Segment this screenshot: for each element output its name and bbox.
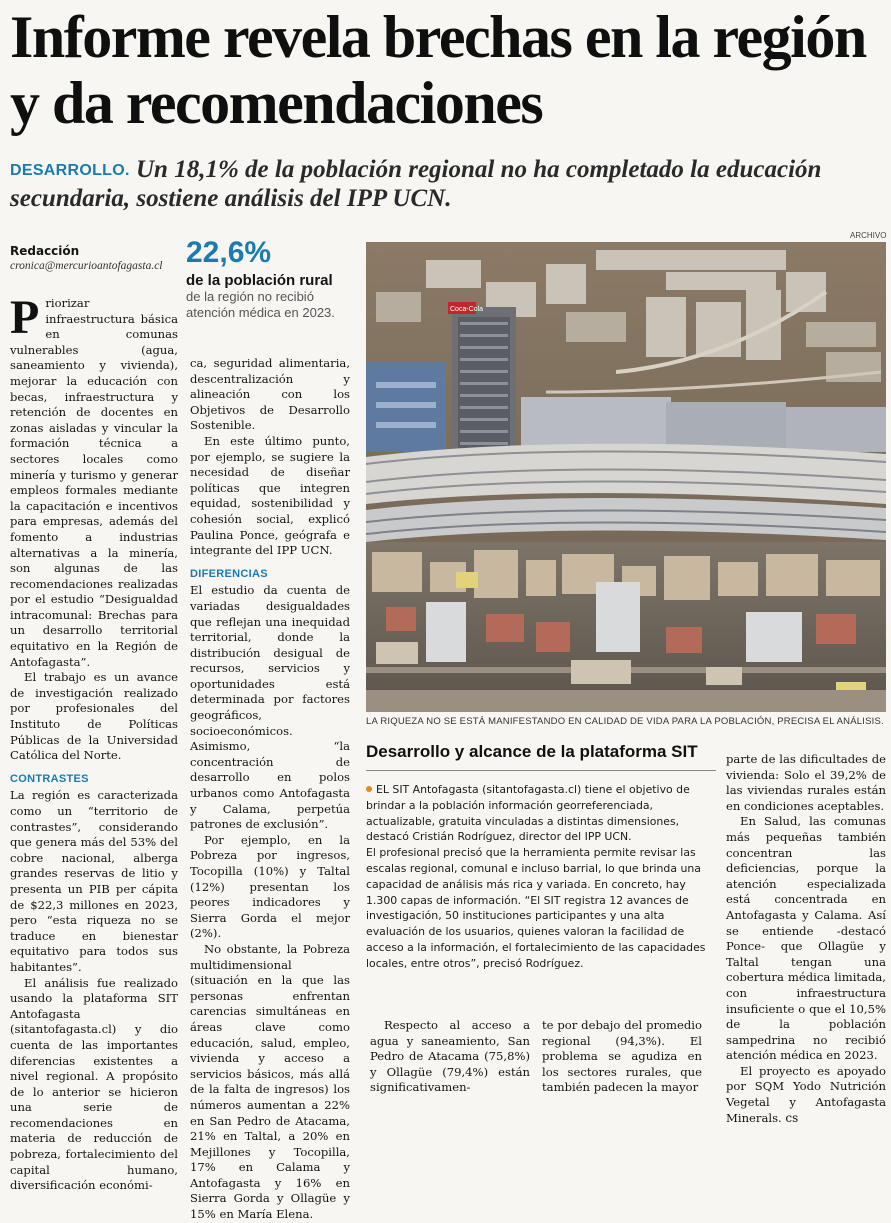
paragraph: Por ejemplo, en la Pobreza por ingresos, Tocopilla (10%) y Taltal (12%) presentan los peores indicadores y Sierra Gorda el mejor (2%).	[190, 832, 350, 941]
callout-value: 22,6%	[186, 236, 272, 269]
paragraph: ca, seguridad alimentaria, descentralización y alineación con los Objetivos de Desarrollo Sostenible.	[190, 356, 350, 433]
paragraph: La región es caracterizada como un “territorio de contrastes”, considerando que genera más del 53% del cobre nacional, alberga grandes reservas de litio y presenta un PIB per cápita de $22,3 millones en 2023, pero “esta riqueza no se traduce en bienestar equitativo para todos sus habitantes”.	[10, 788, 178, 974]
paragraph: El estudio da cuenta de variadas desigualdades que reflejan una inequidad territorial, donde la distribución desigual de recursos, servicios y oportunidades está determinada por factores geográficos, socioeconómicos. Asimismo, “la concentración de desarrollo en polos urbanos como Antofagasta y Calama, perpetúa patrones de exclusión”.	[190, 583, 350, 832]
paragraph: Respecto al acceso a agua y saneamiento, San Pedro de Atacama (75,8%) y Ollagüe (79,4%) están significativamen-	[370, 1018, 530, 1095]
paragraph: El trabajo es un avance de investigación realizado por profesionales del Instituto de Políticas Públicas de la Universidad Católica del Norte.	[10, 670, 178, 763]
callout-lead: de la población rural	[186, 272, 333, 289]
photo-credit: ARCHIVO	[850, 231, 887, 240]
sit-box-title: Desarrollo y alcance de la plataforma SIT	[366, 742, 698, 761]
paragraph-text: El proyecto es apoyado por SQM Yodo Nutrición Vegetal y Antofagasta Minerals.	[726, 1063, 886, 1125]
rooftop-sign: Coca-Cola	[450, 306, 484, 313]
bullet-dot-icon	[366, 786, 372, 792]
byline-email: cronica@mercurioantofagasta.cl	[10, 260, 163, 272]
section-heading-diferencias: DIFERENCIAS	[190, 567, 268, 580]
headline: Informe revela brechas en la región y da recomendaciones	[10, 4, 866, 136]
subhead	[10, 156, 880, 213]
paragraph: parte de las dificultades de vivienda: Solo el 39,2% de las viviendas rurales están en condiciones aceptables.	[726, 752, 886, 813]
article-column-3	[370, 1018, 530, 1096]
paragraph	[10, 291, 178, 670]
article-column-2	[190, 356, 350, 1223]
author-signature: cs	[785, 1110, 799, 1125]
article-column-4	[542, 1018, 702, 1096]
callout-text: de la región no recibió atención médica en 2023.	[186, 289, 335, 320]
article-column-5	[726, 752, 886, 1126]
paragraph: El profesional precisó que la herramienta permite revisar las escalas regional, comunal e incluso barrial, lo que brinda una capacidad de análisis más rica y variada. En concreto, hay 1.300 capas de información. “El SIT registra 12 avances de investigación, 50 instituciones participantes y una alta evaluación de los usuarios, quienes valoran la facilidad de acceso a la información, el fortalecimiento de las capacidades locales, entre otros”, precisó Rodríguez.	[366, 846, 706, 970]
photo-caption: LA RIQUEZA NO SE ESTÁ MANIFESTANDO EN CALIDAD DE VIDA PARA LA POBLACIÓN, PRECISA EL ANÁLISIS.	[366, 716, 884, 727]
byline	[10, 244, 180, 272]
dropcap: P	[10, 291, 40, 344]
article-column-1	[10, 291, 178, 1194]
paragraph: te por debajo del promedio regional (94,3%). El problema se agudiza en los sectores rurales, que también padecen la mayor	[542, 1018, 702, 1095]
section-heading-contrastes: CONTRASTES	[10, 772, 89, 785]
paragraph-text: EL SIT Antofagasta (sitantofagasta.cl) tiene el objetivo de brindar a la población información georreferenciada, actualizable, gratuita vinculadas a distintas dimensiones, destacó Cristián Rodríguez, director del IPP UCN.	[366, 783, 690, 844]
paragraph-text: riorizar infraestructura básica en comunas vulnerables (agua, saneamiento y vivienda), mejorar la educación con becas, infraestructura y retención de docentes en zonas aisladas y vincular la formación técnica a sectores locales como minería y turismo y generar empleos formales mediante la capacitación e incentivos para empresas, además del fomento a industrias alternativas a la minería, son algunas de las recomendaciones realizadas por el estudio “Desigualdad intracomunal: Brechas para un desarrollo territorial equitativo en la Región de Antofagasta”.	[10, 296, 178, 669]
byline-name: Redacción	[10, 244, 80, 258]
paragraph: El análisis fue realizado usando la plataforma SIT Antofagasta (sitantofagasta.cl) y dio cuenta de las importantes diferencias existentes a nivel regional. A propósito de lo anterior se hicieron una serie de recomendaciones en materia de reducción de pobreza, fortalecimiento del capital humano, diversificación económi-	[10, 975, 178, 1193]
paragraph: No obstante, la Pobreza multidimensional (situación en la que las personas enfrentan carencias simultáneas en áreas clave como educación, salud, empleo, vivienda y acceso a servicios básicos, más allá de la falta de ingresos) los números aumentan a 22% en San Pedro de Atacama, 21% en Taltal, a 20% en Mejillones y Tocopilla, 17% en Calama y Antofagasta y 16% en Sierra Gorda y Ollagüe y 15% en María Elena.	[190, 941, 350, 1222]
subhead-text: Un 18,1% de la población regional no ha completado la educación secundaria, sostiene análisis del IPP UCN.	[10, 156, 822, 212]
paragraph: En Salud, las comunas más pequeñas también concentran las deficiencias, porque la atención especializada está concentrada en Antofagasta y Calama. Así se entiende -destacó Ponce- que Ollagüe y Taltal tengan una cobertura médica limitada, con infraestructura insuficiente o que el 10,5% de la población sampedrina no recibió atención médica en 2023.	[726, 814, 886, 1063]
sit-box-body	[366, 782, 718, 972]
paragraph	[726, 1064, 886, 1126]
paragraph: En este último punto, por ejemplo, se sugiere la necesidad de diseñar políticas que integren equidad, sostenibilidad y cohesión social, explicó Paulina Ponce, geógrafa e integrante del IPP UCN.	[190, 433, 350, 558]
paragraph	[366, 782, 718, 845]
sit-box-rule	[366, 770, 716, 771]
city-photo	[366, 242, 886, 712]
subhead-kicker: DESARROLLO.	[10, 162, 130, 179]
stat-callout	[186, 236, 356, 321]
city-photo-illustration	[366, 242, 886, 712]
